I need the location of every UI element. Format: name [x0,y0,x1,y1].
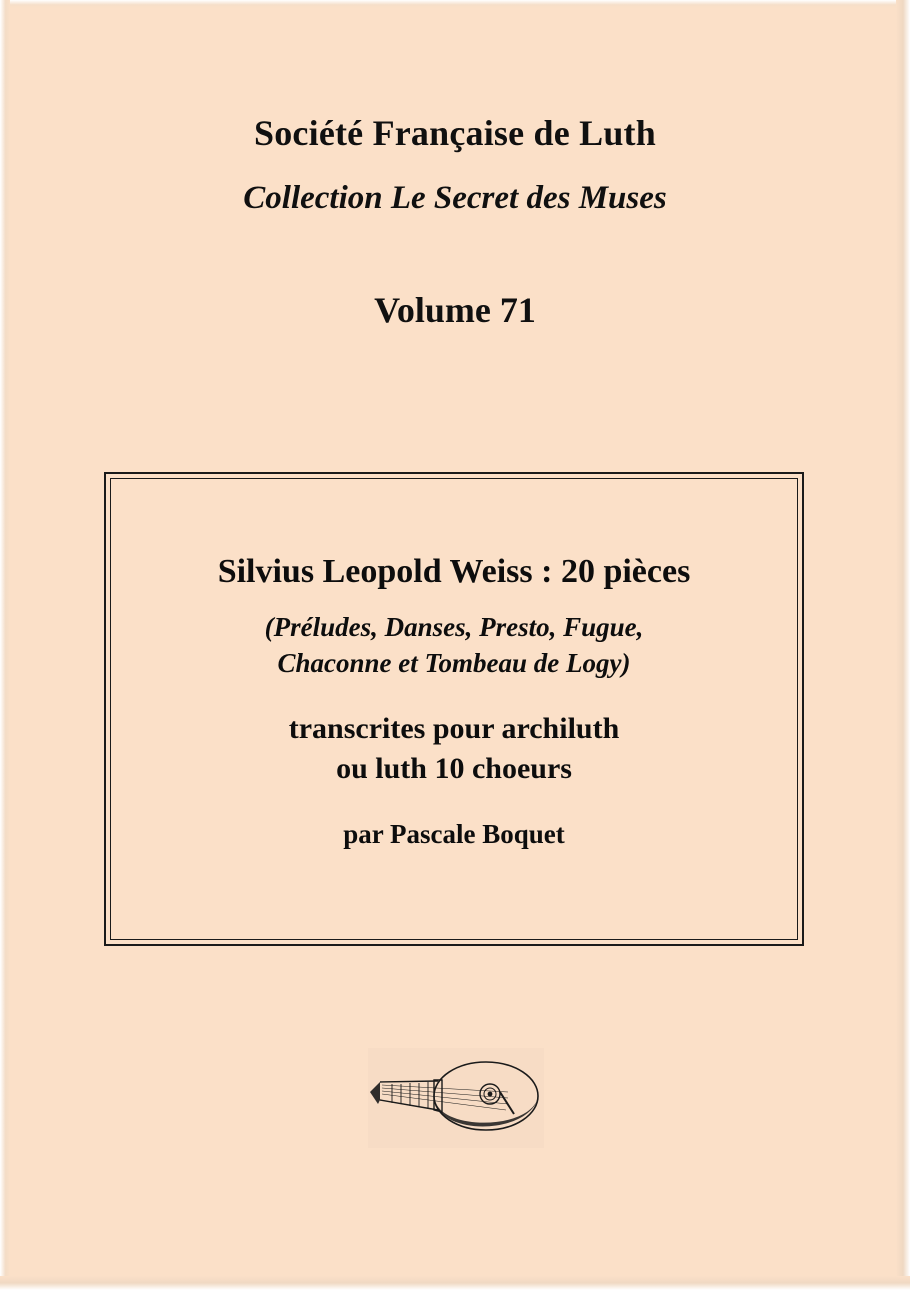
work-title: Silvius Leopold Weiss : 20 pièces [217,553,691,590]
work-subtitle-line-1: (Préludes, Danses, Presto, Fugue, [264,612,644,642]
lute-icon [368,1048,544,1148]
author-name: par Pascale Boquet [343,818,565,849]
title-frame [104,472,804,946]
society-name: Société Française de Luth [254,113,656,153]
arrangement-line-1: transcrites pour archiluth [288,712,620,746]
volume-number: Volume 71 [374,290,536,330]
lute-illustration [368,1048,544,1148]
arrangement-note [111,709,797,788]
work-subtitle [111,609,797,681]
title-frame-inner [110,478,798,940]
page-edge-bottom [0,1276,910,1290]
collection-name: Collection Le Secret des Muses [243,180,667,216]
page-edge-top [0,0,910,8]
cover-header [0,112,910,331]
work-subtitle-line-2: Chaconne et Tombeau de Logy) [277,648,631,679]
arrangement-line-2: ou luth 10 choeurs [336,751,572,785]
